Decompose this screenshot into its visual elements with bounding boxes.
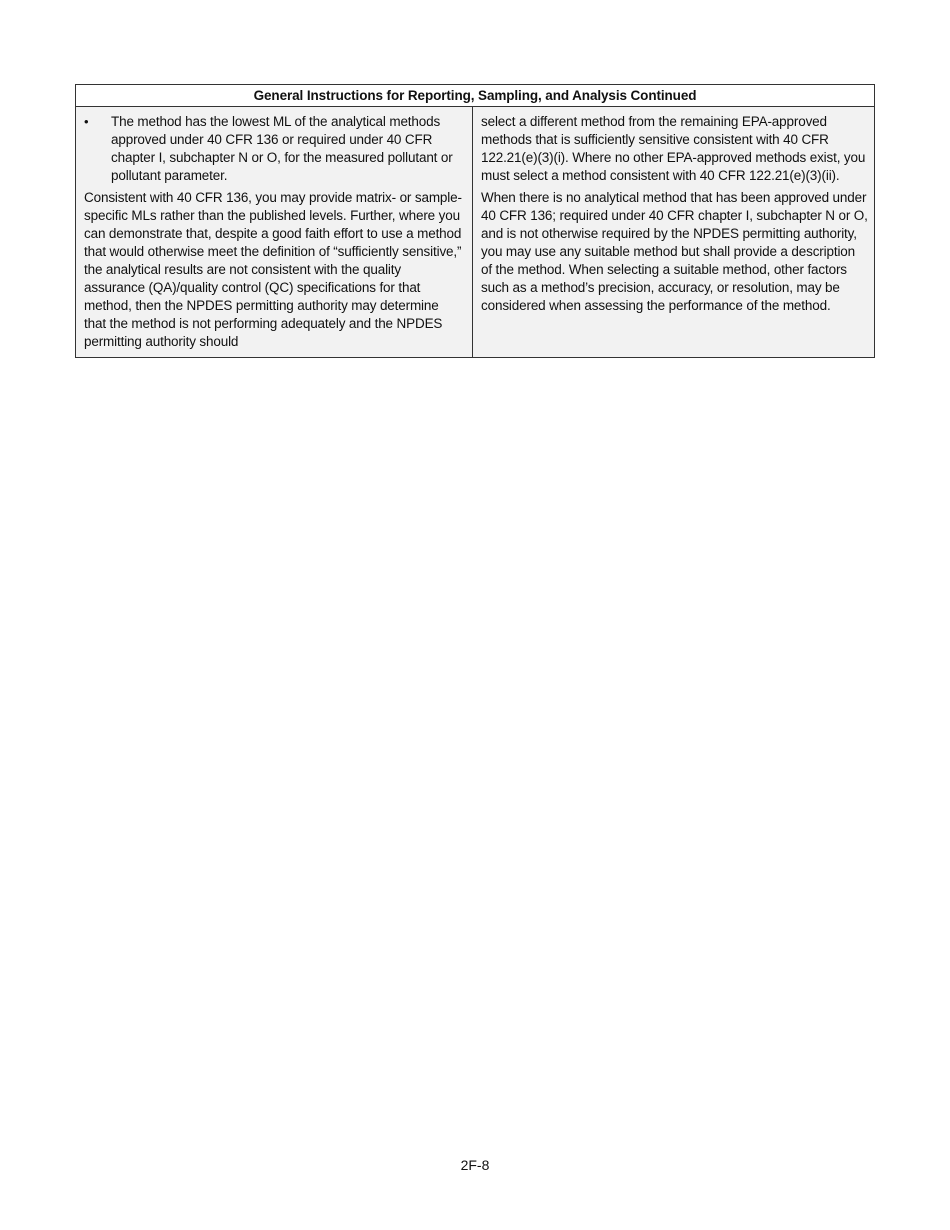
- right-column: [473, 107, 874, 357]
- left-paragraph: Consistent with 40 CFR 136, you may provide matrix- or sample-specific MLs rather than the published levels. Further, where you can demonstrate that, despite a good faith effort to use a method that would otherwise meet the definition of “sufficiently sensitive,” the analytical results are not consistent with the quality assurance (QA)/quality control (QC) specifications for that method, then the NPDES permitting authority may determine that the method is not performing adequately and the NPDES permitting authority should: [84, 190, 462, 349]
- bullet-text: The method has the lowest ML of the analytical methods approved under 40 CFR 136 or required under 40 CFR chapter I, subchapter N or O, for the measured pollutant or pollutant parameter.: [111, 114, 453, 183]
- page-number: 2F-8: [460, 1157, 490, 1173]
- table-header: General Instructions for Reporting, Sampling, and Analysis Continued: [76, 85, 874, 107]
- left-column: [76, 107, 473, 357]
- table-body: [76, 107, 874, 357]
- right-paragraph-1: select a different method from the remaining EPA-approved methods that is sufficiently sensitive consistent with 40 CFR 122.21(e)(3)(i). Where no other EPA-approved methods exist, you must select a method consistent with 40 CFR 122.21(e)(3)(ii).: [481, 114, 866, 183]
- instructions-table: [75, 84, 875, 358]
- right-paragraph-2: When there is no analytical method that has been approved under 40 CFR 136; required under 40 CFR chapter I, subchapter N or O, and is not otherwise required by the NPDES permitting authority, you may use any suitable method but shall provide a description of the method. When selecting a suitable method, other factors such as a method’s precision, accuracy, or resolution, may be considered when assessing the performance of the method.: [481, 190, 868, 313]
- bullet-list-item: [84, 113, 464, 185]
- bullet-icon: •: [84, 114, 89, 129]
